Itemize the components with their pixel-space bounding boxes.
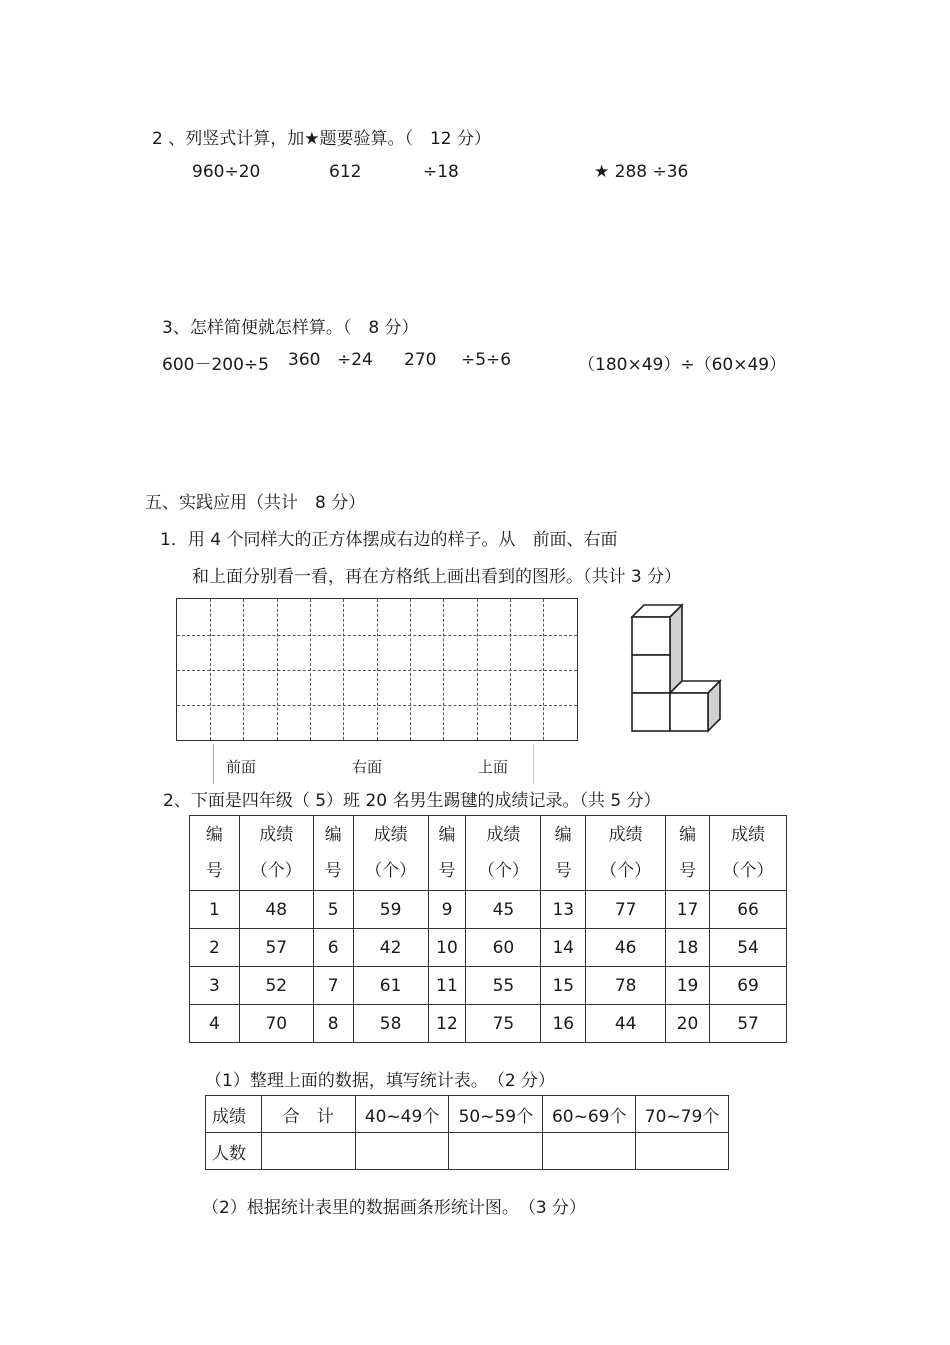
table-cell: 19 xyxy=(666,967,710,1005)
question-2-title: 2 、列竖式计算，加★题要验算。（ 12 分） xyxy=(152,129,491,149)
view-label-front: 前面 xyxy=(226,758,257,776)
table-row xyxy=(190,891,787,929)
table-cell: 7 xyxy=(313,967,353,1005)
table-cell: 20 xyxy=(666,1005,710,1043)
table-cell: 61 xyxy=(353,967,428,1005)
stat-header-cell: 60~69个 xyxy=(543,1096,636,1133)
stat-answer-cell[interactable] xyxy=(449,1133,543,1170)
table-cell: 44 xyxy=(586,1005,666,1043)
table-cell: 48 xyxy=(239,891,313,929)
table-cell: 17 xyxy=(666,891,710,929)
stat-count-row xyxy=(206,1133,729,1170)
table-cell: 13 xyxy=(541,891,586,929)
score-record-table xyxy=(189,815,787,1043)
header-cell: 编 号 xyxy=(666,816,710,891)
stat-header-cell: 50~59个 xyxy=(449,1096,543,1133)
problem-360-divisor: ÷24 xyxy=(337,350,373,370)
table-cell: 46 xyxy=(586,929,666,967)
stat-answer-cell[interactable] xyxy=(355,1133,449,1170)
table-cell: 69 xyxy=(710,967,787,1005)
table-cell: 57 xyxy=(239,929,313,967)
problem-960-div-20: 960÷20 xyxy=(192,162,261,182)
table-cell: 15 xyxy=(541,967,586,1005)
section-5-q1-line2: 和上面分别看一看，再在方格纸上画出看到的图形。（共计 3 分） xyxy=(192,567,682,587)
section-5-q1-line1: 1．用 4 个同样大的正方体摆成右边的样子。从 前面、右面 xyxy=(160,530,618,550)
header-cell: 成绩 （个） xyxy=(586,816,666,891)
table-cell: 5 xyxy=(313,891,353,929)
table-cell: 11 xyxy=(428,967,466,1005)
table-row xyxy=(190,929,787,967)
view-label-top: 上面 xyxy=(478,758,509,776)
statistics-table[interactable] xyxy=(205,1095,729,1170)
sub-question-2: （2）根据统计表里的数据画条形统计图。 （3 分） xyxy=(202,1198,587,1218)
header-cell: 成绩 （个） xyxy=(353,816,428,891)
table-cell: 8 xyxy=(313,1005,353,1043)
table-cell: 54 xyxy=(710,929,787,967)
stat-answer-cell[interactable] xyxy=(543,1133,636,1170)
table-cell: 70 xyxy=(239,1005,313,1043)
table-cell: 52 xyxy=(239,967,313,1005)
table-cell: 60 xyxy=(466,929,541,967)
table-cell: 6 xyxy=(313,929,353,967)
table-cell: 16 xyxy=(541,1005,586,1043)
header-cell: 编 号 xyxy=(428,816,466,891)
header-cell: 编 号 xyxy=(313,816,353,891)
section-5-q2-title: 2、下面是四年级（ 5）班 20 名男生踢毽的成绩记录。（共 5 分） xyxy=(163,791,661,811)
table-cell: 14 xyxy=(541,929,586,967)
problem-180x49: （180×49）÷（60×49） xyxy=(578,355,787,375)
table-cell: 78 xyxy=(586,967,666,1005)
table-cell: 66 xyxy=(710,891,787,929)
stat-header-cell: 成绩 xyxy=(206,1096,262,1133)
table-row xyxy=(190,1005,787,1043)
table-cell: 12 xyxy=(428,1005,466,1043)
header-cell: 编 号 xyxy=(190,816,240,891)
section-5-title: 五、实践应用（共计 8 分） xyxy=(145,493,366,513)
stat-row-label: 人数 xyxy=(206,1133,262,1170)
table-cell: 18 xyxy=(666,929,710,967)
stat-answer-cell[interactable] xyxy=(636,1133,729,1170)
table-cell: 1 xyxy=(190,891,240,929)
view-label-right: 右面 xyxy=(352,758,383,776)
problem-270-operand: 270 xyxy=(404,350,437,370)
problem-starred-288: ★ 288 ÷36 xyxy=(594,162,689,182)
header-cell: 编 号 xyxy=(541,816,586,891)
problem-360-operand: 360 xyxy=(288,350,321,370)
table-cell: 45 xyxy=(466,891,541,929)
header-cell: 成绩 （个） xyxy=(710,816,787,891)
table-row xyxy=(190,967,787,1005)
table-cell: 4 xyxy=(190,1005,240,1043)
table-cell: 9 xyxy=(428,891,466,929)
table-cell: 55 xyxy=(466,967,541,1005)
table-cell: 2 xyxy=(190,929,240,967)
problem-270-divisors: ÷5÷6 xyxy=(461,350,512,370)
table-cell: 77 xyxy=(586,891,666,929)
header-cell: 成绩 （个） xyxy=(239,816,313,891)
stat-header-cell: 70~79个 xyxy=(636,1096,729,1133)
stat-header-cell: 40~49个 xyxy=(355,1096,449,1133)
cube-stack-figure xyxy=(625,600,725,735)
grid-paper[interactable] xyxy=(176,598,578,741)
table-cell: 3 xyxy=(190,967,240,1005)
stat-header-row xyxy=(206,1096,729,1133)
table-cell: 42 xyxy=(353,929,428,967)
stat-header-cell: 合 计 xyxy=(261,1096,355,1133)
problem-612-operand: 612 xyxy=(329,162,362,182)
table-cell: 10 xyxy=(428,929,466,967)
table-cell: 57 xyxy=(710,1005,787,1043)
table-cell: 58 xyxy=(353,1005,428,1043)
sub-question-1: （1）整理上面的数据，填写统计表。 （2 分） xyxy=(205,1071,556,1091)
stat-answer-cell[interactable] xyxy=(261,1133,355,1170)
table-header-row xyxy=(190,816,787,891)
question-3-title: 3、怎样简便就怎样算。（ 8 分） xyxy=(162,318,419,338)
problem-600: 600－200÷5 xyxy=(162,355,269,375)
table-cell: 59 xyxy=(353,891,428,929)
problem-612-divisor: ÷18 xyxy=(423,162,459,182)
table-cell: 75 xyxy=(466,1005,541,1043)
header-cell: 成绩 （个） xyxy=(466,816,541,891)
